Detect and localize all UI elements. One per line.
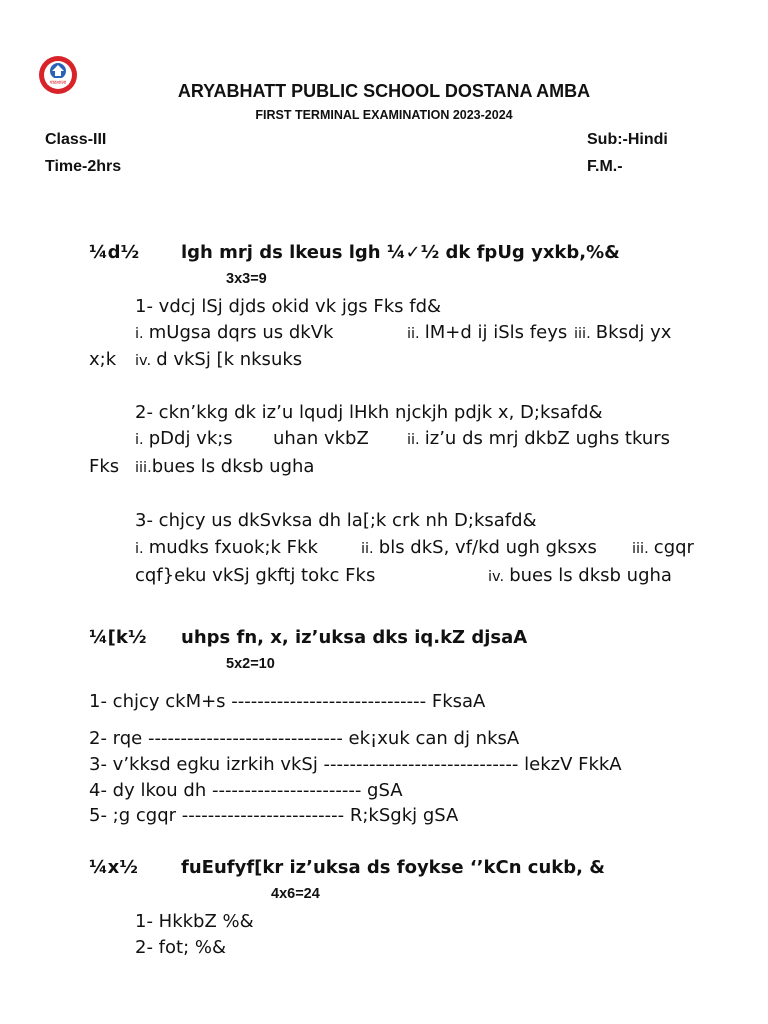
question-a2-option-3-continued: Fks (89, 456, 120, 477)
exam-title: FIRST TERMINAL EXAMINATION 2023-2024 (255, 108, 513, 122)
section-a-marker: ¼d½ (89, 242, 140, 263)
question-a3: 3- chjcy us dkSvksa dh la[;k crk nh D;ksafd& (135, 510, 537, 531)
question-a1-option-1: i. mUgsa dqrs us dkVk (135, 322, 334, 343)
fill-blank-item: 5- ;g cgqr ------------------------- R;kSgkj gSA (89, 805, 459, 826)
question-a3-option-3: iii. cgqr (632, 537, 694, 558)
section-c-marker: ¼x½ (89, 857, 138, 878)
question-a1-option-3-continued: x;k (89, 349, 117, 370)
time-label: Time-2hrs (45, 158, 122, 175)
fill-blank-item: 4- dy lkou dh ----------------------- gSA (89, 780, 403, 801)
question-a2: 2- ckn’kkg dk iz’u lqudj lHkh njckjh pdjk x, D;ksafd& (135, 402, 603, 423)
fill-blank-item: 3- v’kksd egku izrkih vkSj ------------------------------ lekzV FkkA (89, 754, 622, 775)
question-a2-option-3: ii. iz’u ds mrj dkbZ ughs tkurs (407, 428, 671, 449)
question-a1-option-3: iii. Bksdj yx (574, 322, 672, 343)
fill-blank-item: 1- chjcy ckM+s ------------------------------ FksaA (89, 691, 486, 712)
section-c-marks: 4x6=24 (271, 886, 320, 902)
question-a1: 1- vdcj lSj djds okid vk jgs Fks fd& (135, 296, 442, 317)
section-a-title: lgh mrj ds lkeus lgh ¼✓½ dk fpUg yxkb,%& (181, 242, 620, 263)
question-a1-option-4: iv. d vkSj [k nksuks (135, 349, 303, 370)
antonym-item: 2- fot; %& (135, 937, 227, 958)
question-a3-option-2: ii. bls dkS, vf/kd ugh gksxs (361, 537, 597, 558)
subject-label: Sub:-Hindi (587, 131, 668, 148)
question-a3-option-4: iv. bues ls dksb ugha (488, 565, 672, 586)
fill-blank-item: 2- rqe ------------------------------ ek¡xuk can dj nksA (89, 728, 520, 749)
section-a-marks: 3x3=9 (226, 271, 267, 287)
question-a2-option-4: iii.bues ls dksb ugha (135, 456, 315, 477)
full-marks-label: F.M.- (587, 158, 623, 175)
class-label: Class-III (45, 131, 107, 148)
question-a1-option-2: ii. lM+d ij iSls feys (407, 322, 568, 343)
svg-text:पाठशाला: पाठशाला (49, 80, 67, 86)
question-a3-option-3-continued: cqf}eku vkSj gkftj tokc Fks (135, 565, 376, 586)
section-c-title: fuEufyf[kr iz’uksa ds foykse ‘’kCn cukb, & (181, 857, 605, 878)
question-a3-option-1: i. mudks fxuok;k Fkk (135, 537, 318, 558)
section-b-marker: ¼[k½ (89, 627, 147, 648)
antonym-item: 1- HkkbZ %& (135, 911, 254, 932)
school-name: ARYABHATT PUBLIC SCHOOL DOSTANA AMBA (177, 81, 591, 101)
section-b-title: uhps fn, x, iz’uksa dks iq.kZ djsaA (181, 627, 528, 648)
question-a2-option-2: uhan vkbZ (273, 428, 369, 449)
question-a2-option-1: i. pDdj vk;s (135, 428, 233, 449)
section-b-marks: 5x2=10 (226, 656, 275, 672)
